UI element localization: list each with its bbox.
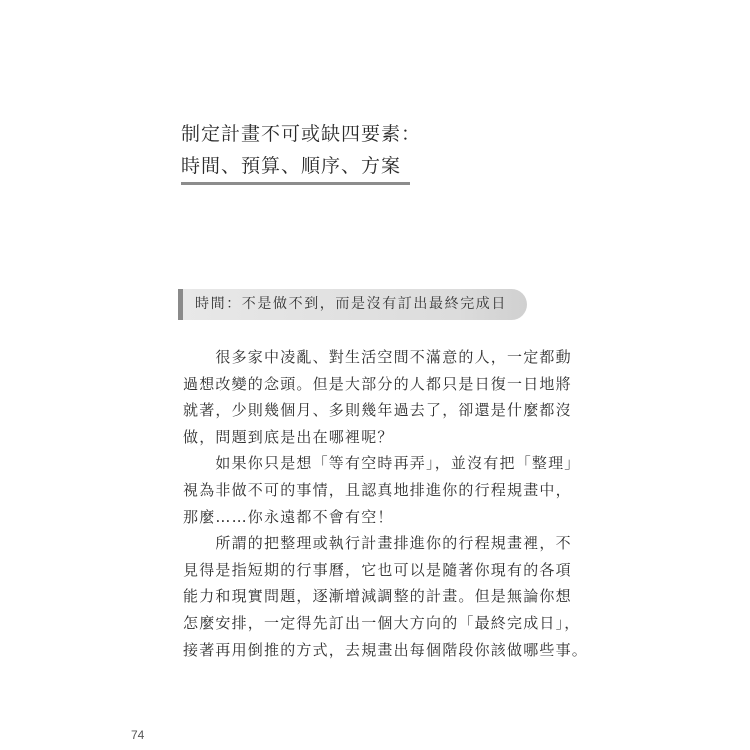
body-line: 視為非做不可的事情，且認真地排進你的行程規畫中， [183, 480, 572, 499]
body-line: 那麼……你永遠都不會有空！ [183, 507, 394, 526]
section-heading-accent [178, 289, 183, 320]
section-heading: 時間：不是做不到，而是沒有訂出最終完成日 [195, 296, 507, 312]
section-heading-bar [178, 289, 527, 320]
body-line: 怎麼安排，一定得先訂出一個大方向的「最終完成日」， [183, 613, 581, 632]
page-number: 74 [131, 728, 145, 742]
body-line: 能力和現實問題，逐漸增減調整的計畫。但是無論你想 [183, 587, 572, 606]
body-line: 很多家中凌亂、對生活空間不滿意的人，一定都動 [183, 348, 572, 366]
body-line: 就著，少則幾個月、多則幾年過去了，卻還是什麼都沒 [183, 401, 572, 420]
chapter-title-line-1: 制定計畫不可或缺四要素： [181, 123, 422, 145]
body-line: 見得是指短期的行事曆，它也可以是隨著你現有的各項 [183, 560, 572, 579]
body-line: 如果你只是想「等有空時再弄」，並沒有把「整理」 [183, 454, 581, 473]
body-line: 接著再用倒推的方式，去規畫出每個階段你該做哪些事。 [183, 640, 589, 659]
chapter-title [181, 118, 421, 182]
body-line: 做，問題到底是出在哪裡呢？ [183, 427, 394, 446]
body-line: 所謂的把整理或執行計畫排進你的行程規畫裡，不 [183, 534, 572, 553]
chapter-title-line-2: 時間、預算、順序、方案 [181, 155, 402, 177]
body-paragraphs [183, 344, 589, 663]
body-line: 過想改變的念頭。但是大部分的人都只是日復一日地將 [183, 374, 572, 393]
title-underline-rule [181, 182, 410, 185]
